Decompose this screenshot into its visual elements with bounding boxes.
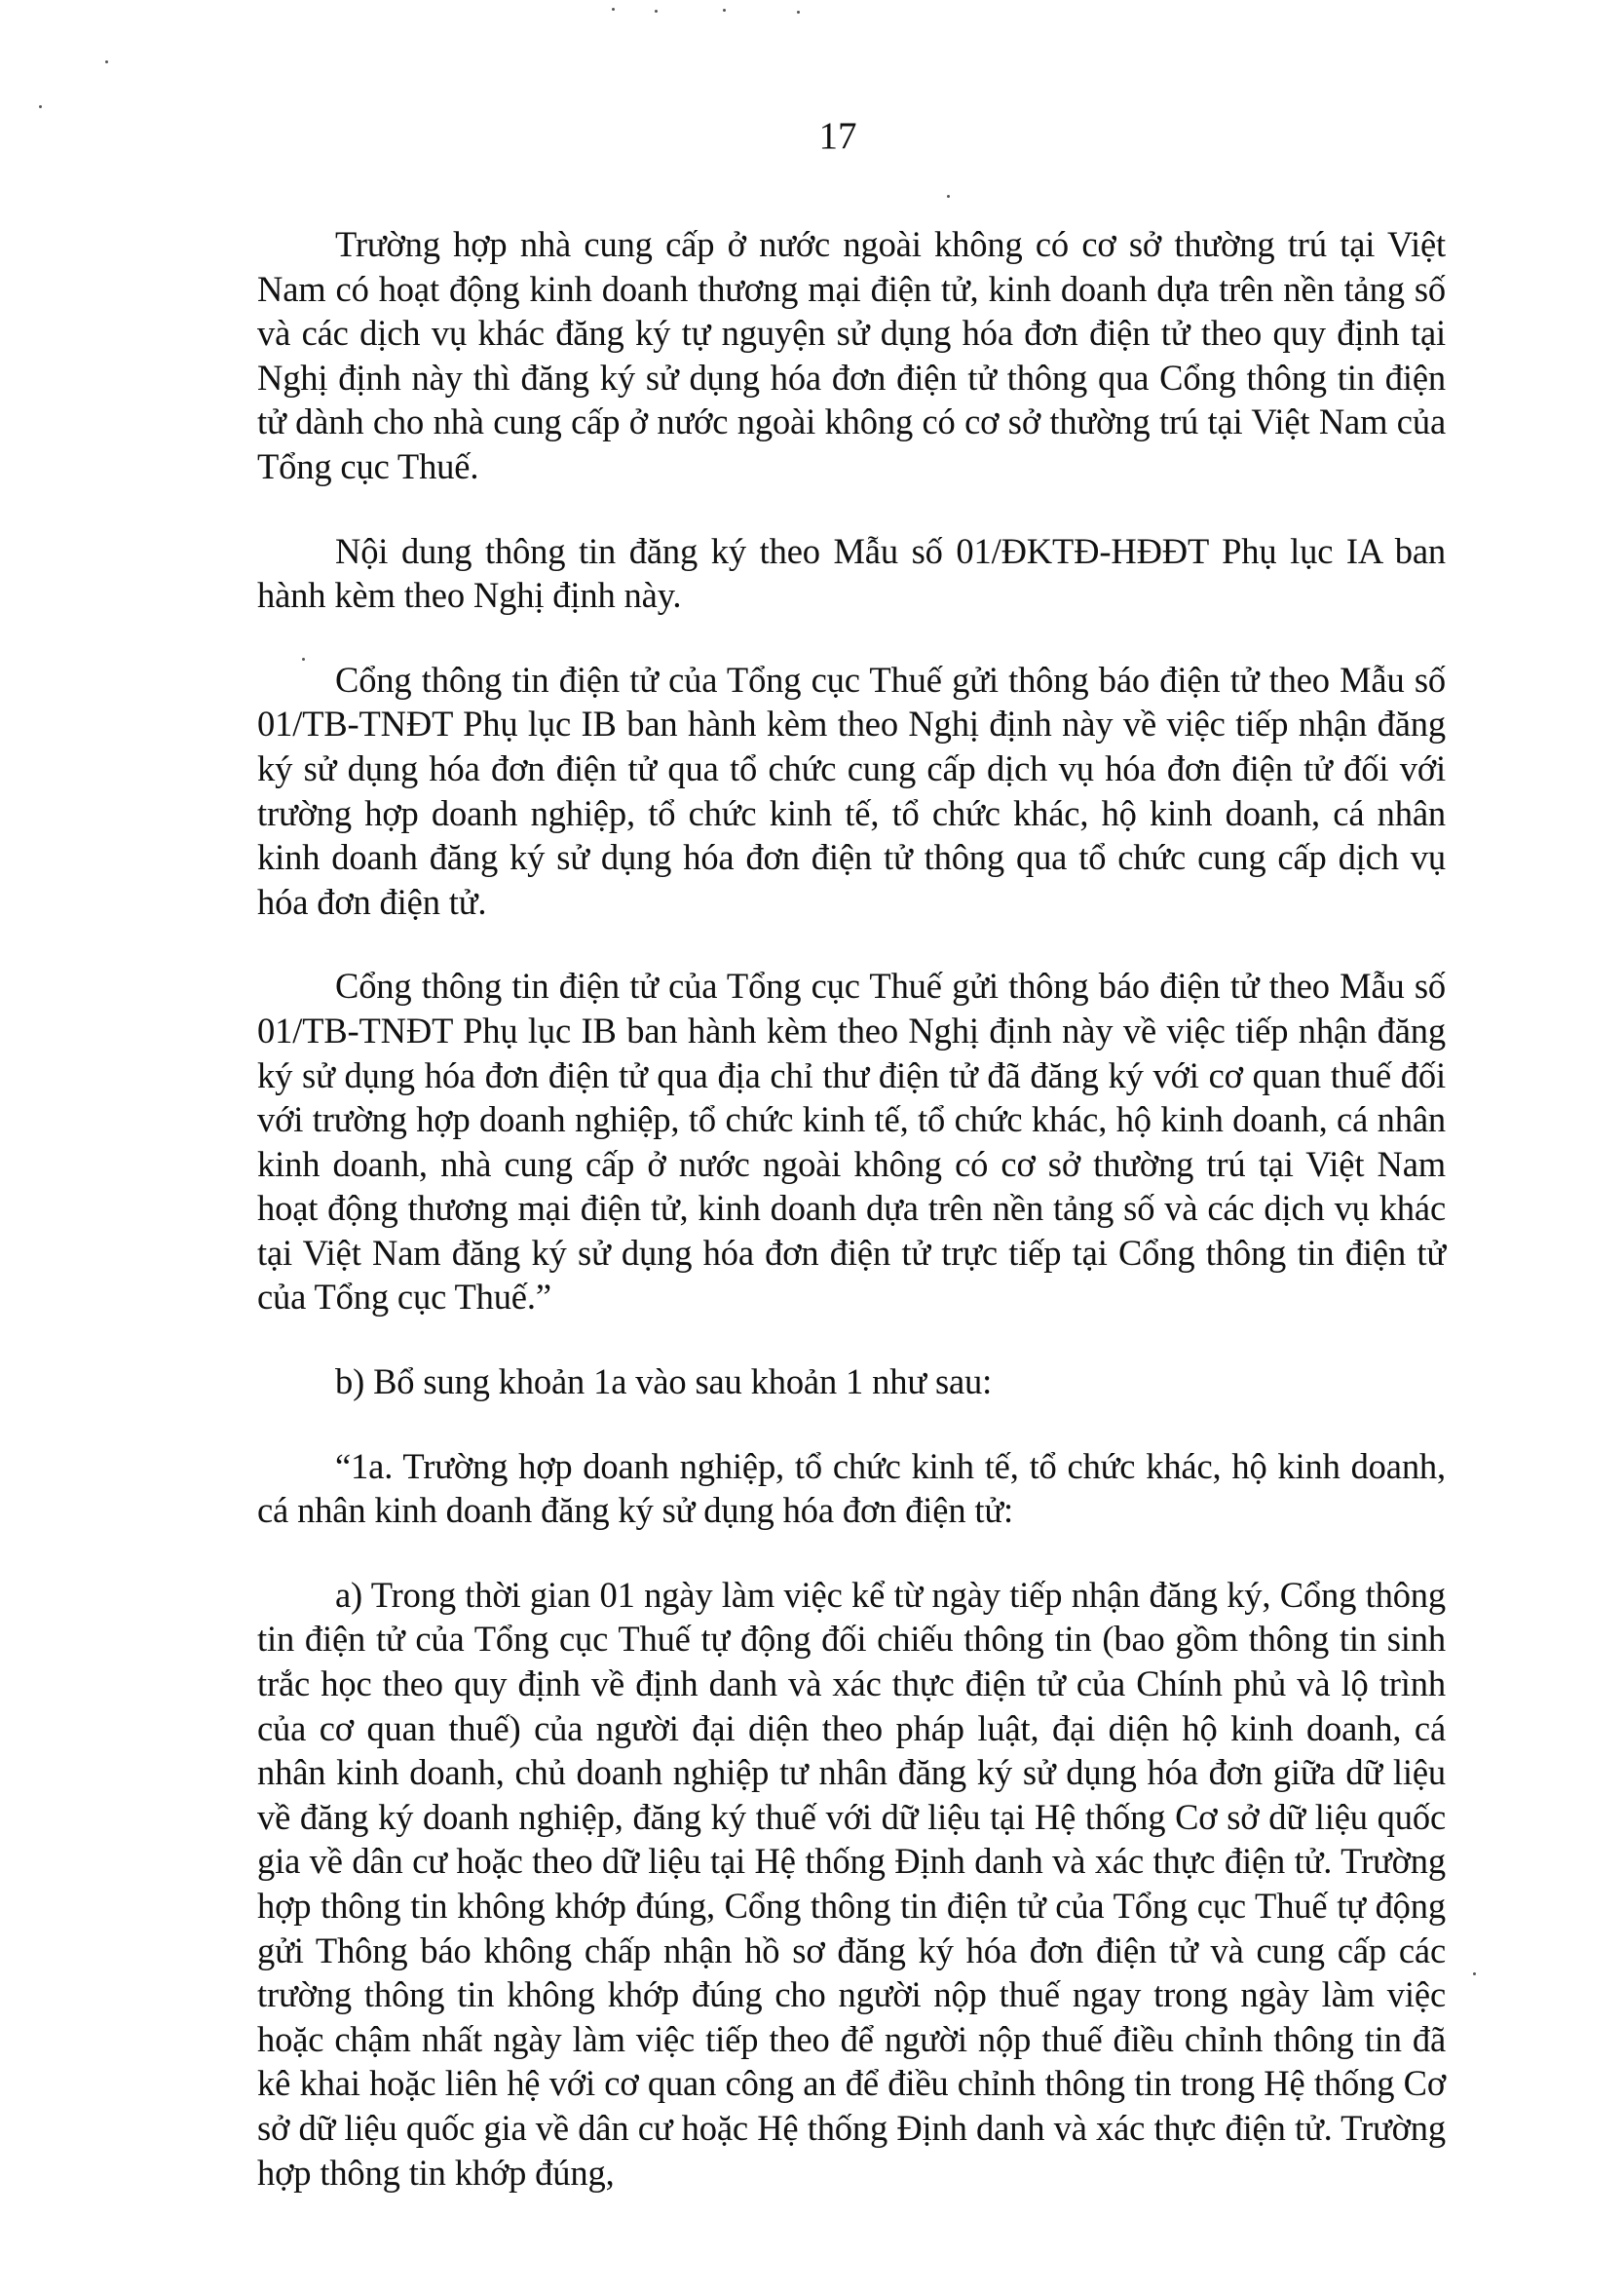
paragraph: “1a. Trường hợp doanh nghiệp, tổ chức kinh tế, tổ chức khác, hộ kinh doanh, cá nhân kinh doanh đăng ký sử dụng hóa đơn điện tử: (257, 1445, 1446, 1531)
scan-speck (39, 105, 42, 108)
scan-speck (723, 9, 726, 12)
scan-speck (947, 195, 950, 198)
scan-speck (1473, 1972, 1476, 1975)
paragraph: a) Trong thời gian 01 ngày làm việc kể từ ngày tiếp nhận đăng ký, Cổng thông tin điện tử của Tổng cục Thuế tự động đối chiếu thông tin (bao gồm thông tin sinh trắc học theo quy định về định danh và xác thực điện tử của Chính phủ và lộ trình của cơ quan thuế) của người đại diện theo pháp luật, đại diện hộ kinh doanh, cá nhân kinh doanh, chủ doanh nghiệp tư nhân đăng ký sử dụng hóa đơn giữa dữ liệu về đăng ký doanh nghiệp, đăng ký thuế với dữ liệu tại Hệ thống Cơ sở dữ liệu quốc gia về dân cư hoặc theo dữ liệu tại Hệ thống Định danh và xác thực điện tử. Trường hợp thông tin không khớp đúng, Cổng thông tin điện tử của Tổng cục Thuế tự động gửi Thông báo không chấp nhận hồ sơ đăng ký hóa đơn điện tử và cung cấp các trường thông tin không khớp đúng cho người nộp thuế ngay trong ngày làm việc hoặc chậm nhất ngày làm việc tiếp theo để người nộp thuế điều chỉnh thông tin đã kê khai hoặc liên hệ với cơ quan công an để điều chỉnh thông tin trong Hệ thống Cơ sở dữ liệu quốc gia về dân cư hoặc Hệ thống Định danh và xác thực điện tử. Trường hợp thông tin khớp đúng, (257, 1574, 1446, 2193)
paragraph: b) Bổ sung khoản 1a vào sau khoản 1 như sau: (335, 1361, 993, 1402)
body-text (257, 222, 1446, 2195)
paragraph: Trường hợp nhà cung cấp ở nước ngoài không có cơ sở thường trú tại Việt Nam có hoạt động kinh doanh thương mại điện tử, kinh doanh dựa trên nền tảng số và các dịch vụ khác đăng ký tự nguyện sử dụng hóa đơn điện tử theo quy định tại Nghị định này thì đăng ký sử dụng hóa đơn điện tử thông qua Cổng thông tin điện tử dành cho nhà cung cấp ở nước ngoài không có cơ sở thường trú tại Việt Nam của Tổng cục Thuế. (257, 224, 1446, 486)
page-number: 17 (818, 115, 857, 157)
paragraph: Nội dung thông tin đăng ký theo Mẫu số 01/ĐKTĐ-HĐĐT Phụ lục IA ban hành kèm theo Nghị định này. (257, 530, 1446, 616)
scan-speck (655, 10, 658, 13)
scan-speck (797, 11, 800, 14)
paragraph: Cổng thông tin điện tử của Tổng cục Thuế gửi thông báo điện tử theo Mẫu số 01/TB-TNĐT Phụ lục IB ban hành kèm theo Nghị định này về việc tiếp nhận đăng ký sử dụng hóa đơn điện tử qua địa chỉ thư điện tử đã đăng ký với cơ quan thuế đối với trường hợp doanh nghiệp, tổ chức kinh tế, tổ chức khác, hộ kinh doanh, cá nhân kinh doanh, nhà cung cấp ở nước ngoài không có cơ sở thường trú tại Việt Nam hoạt động thương mại điện tử, kinh doanh dựa trên nền tảng số và các dịch vụ khác tại Việt Nam đăng ký sử dụng hóa đơn điện tử trực tiếp tại Cổng thông tin điện tử của Tổng cục Thuế.” (257, 966, 1446, 1318)
scan-speck (612, 8, 615, 11)
paragraph: Cổng thông tin điện tử của Tổng cục Thuế gửi thông báo điện tử theo Mẫu số 01/TB-TNĐT Phụ lục IB ban hành kèm theo Nghị định này về việc tiếp nhận đăng ký sử dụng hóa đơn điện tử qua tổ chức cung cấp dịch vụ hóa đơn điện tử đối với trường hợp doanh nghiệp, tổ chức kinh tế, tổ chức khác, hộ kinh doanh, cá nhân kinh doanh đăng ký sử dụng hóa đơn điện tử thông qua tổ chức cung cấp dịch vụ hóa đơn điện tử. (257, 659, 1446, 922)
scan-speck (105, 60, 108, 63)
